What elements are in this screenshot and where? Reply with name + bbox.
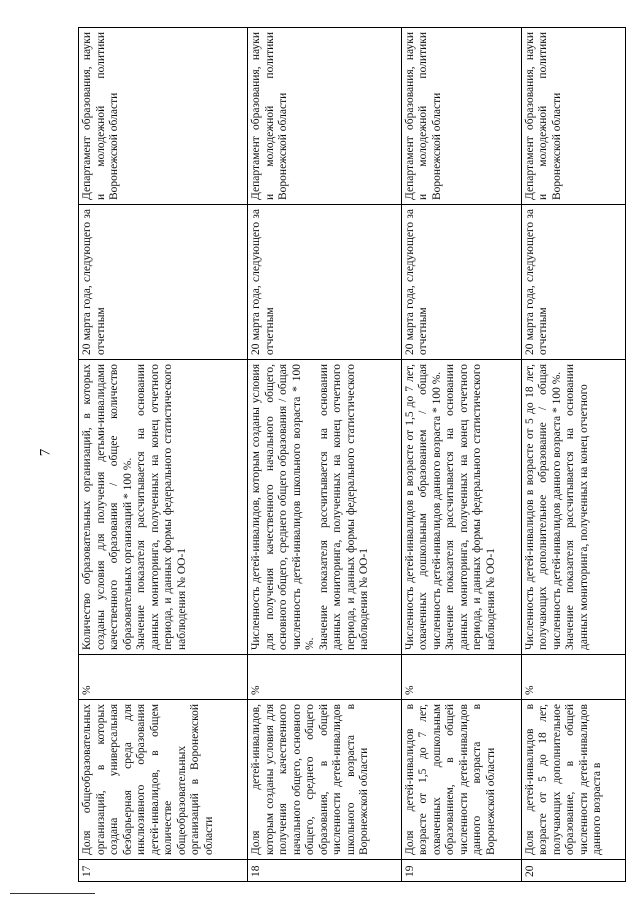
row-number: 19	[401, 860, 521, 882]
responsible-body: Департамент образования, науки и молодежной политики Воронежской области	[248, 28, 401, 205]
method-note: Значение показателя рассчитывается на основании данных мониторинга, полученных на конец отчетного периода, и данных формы федерального статистического наблюдения № ОО-1	[444, 364, 497, 650]
table-row	[248, 28, 401, 882]
indicator-unit: %	[79, 655, 248, 700]
calculation-method	[248, 360, 401, 655]
indicator-name: Доля детей-инвалидов, которым созданы условия для получения качественного начального общего, основного общего, среднего общего образования, в общей численности детей-инвалидов школьного возраста в Воронежской области	[248, 700, 401, 860]
indicator-unit: %	[521, 655, 625, 700]
method-formula: Численность детей-инвалидов в возрасте от 5 до 18 лет, получающих дополнительное образование / общая численность детей-инвалидов данного возраста * 100 %.	[523, 364, 563, 650]
calculation-method	[79, 360, 248, 655]
responsible-body: Департамент образования, науки и молодежной политики Воронежской области	[521, 28, 625, 205]
reporting-deadline: 20 марта года, следующего за отчетным	[521, 205, 625, 360]
calculation-method	[521, 360, 625, 655]
table-row	[521, 28, 625, 882]
row-number: 17	[79, 860, 248, 882]
method-formula: Численность детей-инвалидов в возрасте от 1,5 до 7 лет, охваченных дошкольным образованием / общая численность детей-инвалидов данного возраста * 100 %.	[403, 364, 443, 650]
indicator-name: Доля общеобразовательных организаций, в которых создана универсальная безбарьерная среда для инклюзивного образования детей-инвалидов, в общем количестве общеобразовательных организаций в Воронежской области	[79, 700, 248, 860]
row-number: 18	[248, 860, 401, 882]
calculation-method	[401, 360, 521, 655]
method-formula: Численность детей-инвалидов, которым созданы условия для получения качественного начального общего, основного общего, среднего общего образования / общая численность детей-инвалидов школьного возраста * 100 %.	[250, 364, 317, 650]
indicator-name: Доля детей-инвалидов в возрасте от 1,5 до 7 лет, охваченных дошкольным образованием, в общей численности детей-инвалидов данного возраста в Воронежской области	[401, 700, 521, 860]
indicator-unit: %	[401, 655, 521, 700]
method-note: Значение показателя рассчитывается на основании данных мониторинга, полученных на конец отчетного	[564, 364, 590, 650]
reporting-deadline: 20 марта года, следующего за отчетным	[401, 205, 521, 360]
footer-rule	[10, 893, 95, 894]
table-row	[401, 28, 521, 882]
rotated-table-container	[78, 27, 626, 882]
indicator-table	[78, 27, 626, 882]
responsible-body: Департамент образования, науки и молодежной политики Воронежской области	[401, 28, 521, 205]
page-number: 7	[37, 448, 54, 457]
reporting-deadline: 20 марта года, следующего за отчетным	[248, 205, 401, 360]
method-note: Значение показателя рассчитывается на основании данных мониторинга, полученных на конец отчетного периода, и данных формы федерального статистического наблюдения № ОО-1	[317, 364, 371, 650]
indicator-name: Доля детей-инвалидов в возрасте от 5 до 18 лет, получающих дополнительное образование, в общей численности детей-инвалидов данного возраста в	[521, 700, 625, 860]
responsible-body: Департамент образования, науки и молодежной политики Воронежской области	[79, 28, 248, 205]
table-row	[79, 28, 248, 882]
method-formula: Количество образовательных организаций, в которых созданы условия для получения детьми-инвалидами качественного образования / общее количество образовательных организаций * 100 %.	[81, 364, 134, 650]
row-number: 20	[521, 860, 625, 882]
method-note: Значение показателя рассчитывается на основании данных мониторинга, полученных на конец отчетного периода, и данных формы федерального статистического наблюдения № ОО-1	[135, 364, 188, 650]
indicator-unit: %	[248, 655, 401, 700]
reporting-deadline: 20 марта года, следующего за отчетным	[79, 205, 248, 360]
